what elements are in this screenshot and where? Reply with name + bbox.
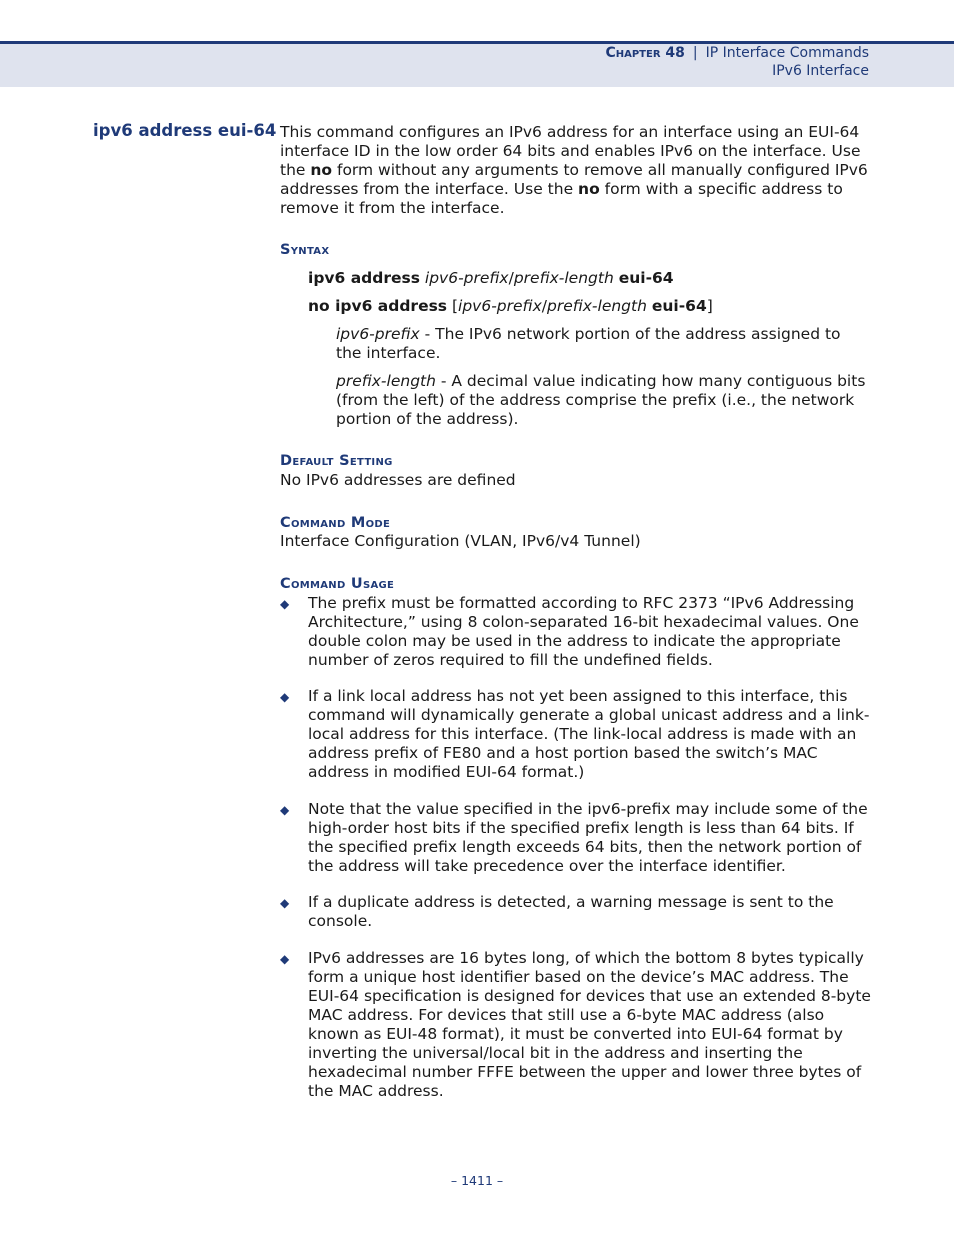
param-name: ipv6-prefix xyxy=(336,325,420,343)
syntax-cmd: no ipv6 address xyxy=(308,297,448,315)
default-setting-heading: Default Setting xyxy=(280,453,393,469)
param-desc: - A decimal value indicating how many contiguous bits (from the left) of the address comprise the prefix (i.e., the network portion of the address). xyxy=(336,372,866,428)
syntax-arg: prefix-length xyxy=(546,297,647,315)
intro-text-2: form without any arguments to remove all manually configured IPv6 addresses from the interface. Use the xyxy=(280,161,868,198)
usage-item-text: If a duplicate address is detected, a warning message is sent to the console. xyxy=(308,893,834,930)
usage-item xyxy=(280,800,872,876)
command-intro xyxy=(280,123,870,218)
intro-text-3: form with a specific address to remove it from the interface. xyxy=(280,180,843,217)
intro-bold-1: no xyxy=(310,161,333,179)
syntax-arg: ipv6-prefix xyxy=(424,269,509,287)
usage-item-text: The prefix must be formatted according to RFC 2373 “IPv6 Addressing Architecture,” using 8 colon-separated 16-bit hexadecimal values. One double colon may be used in the address to indicate the appropriate number of zeros required to fill the undefined fields. xyxy=(308,594,859,669)
syntax-keyword: eui-64 xyxy=(618,269,674,287)
diamond-bullet-icon: ◆ xyxy=(280,952,290,966)
default-setting-text: No IPv6 addresses are defined xyxy=(280,471,516,489)
syntax-heading: Syntax xyxy=(280,242,330,258)
diamond-bullet-icon: ◆ xyxy=(280,803,290,817)
syntax-line-1 xyxy=(308,269,674,287)
intro-bold-2: no xyxy=(578,180,600,198)
param-desc: - The IPv6 network portion of the address assigned to the interface. xyxy=(336,325,841,362)
diamond-bullet-icon: ◆ xyxy=(280,896,290,910)
usage-item xyxy=(280,949,872,1101)
syntax-slash: / xyxy=(508,269,514,287)
intro-text-1: This command configures an IPv6 address for an interface using an EUI-64 interface ID in the low order 64 bits and enables IPv6 on the interface. Use the xyxy=(280,123,861,179)
usage-item xyxy=(280,594,872,670)
command-usage-heading: Command Usage xyxy=(280,576,395,592)
running-header-chapter xyxy=(605,45,869,61)
syntax-bracket: ] xyxy=(706,297,713,315)
page-number: – 1411 – xyxy=(450,1173,504,1188)
usage-item xyxy=(280,893,872,931)
usage-item-text: Note that the value specified in the ipv6-prefix may include some of the high-order host bits if the specified prefix length is less than 64 bits. If the specified prefix length exceeds 64 bits, then the network portion of the address will take precedence over the interface identifier. xyxy=(308,800,868,875)
syntax-keyword: eui-64 xyxy=(651,297,707,315)
diamond-bullet-icon: ◆ xyxy=(280,597,290,611)
param-name: prefix-length xyxy=(336,372,436,390)
header-separator: | xyxy=(692,45,698,61)
syntax-line-2 xyxy=(308,297,713,315)
syntax-arg: prefix-length xyxy=(513,269,614,287)
usage-item-text: If a link local address has not yet been assigned to this interface, this command will dynamically generate a global unicast address and a link-local address for this interface. (The link-local address is made with an address prefix of FE80 and a host portion based the switch’s MAC address in modified EUI-64 format.) xyxy=(308,687,870,781)
param-ipv6-prefix xyxy=(336,325,870,363)
param-prefix-length xyxy=(336,372,870,429)
syntax-cmd: ipv6 address xyxy=(308,269,420,287)
chapter-label: Chapter 48 xyxy=(605,45,685,61)
usage-item-text: IPv6 addresses are 16 bytes long, of which the bottom 8 bytes typically form a unique host identifier based on the device’s MAC address. The EUI-64 specification is designed for devices that use an extended 8-byte MAC address. For devices that still use a 6-byte MAC address (also known as EUI-48 format), it must be converted into EUI-64 format by inverting the universal/local bit in the address and inserting the hexadecimal number FFFE between the upper and lower three bytes of the MAC address. xyxy=(308,949,871,1100)
usage-item xyxy=(280,687,872,782)
running-header-section: IPv6 Interface xyxy=(772,63,869,79)
syntax-arg: ipv6-prefix xyxy=(458,297,542,315)
command-title: ipv6 address eui-64 xyxy=(93,121,277,140)
chapter-title: IP Interface Commands xyxy=(705,45,869,61)
syntax-slash: / xyxy=(541,297,547,315)
syntax-bracket: [ xyxy=(451,297,459,315)
command-mode-heading: Command Mode xyxy=(280,515,391,531)
command-mode-text: Interface Configuration (VLAN, IPv6/v4 Tunnel) xyxy=(280,532,641,550)
diamond-bullet-icon: ◆ xyxy=(280,690,290,704)
